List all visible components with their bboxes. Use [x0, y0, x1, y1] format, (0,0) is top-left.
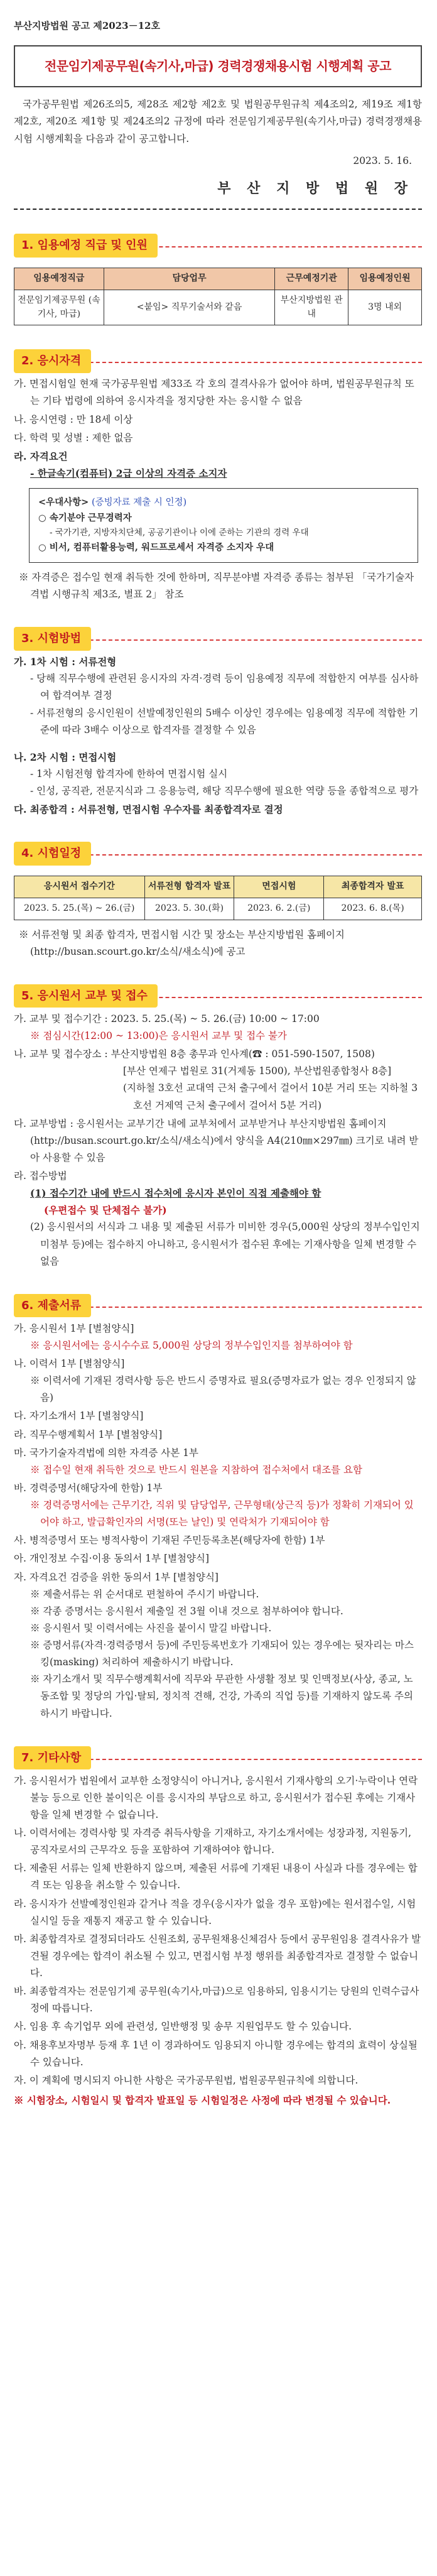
application-note: ※ 점심시간(12:00 ~ 13:00)은 응시원서 교부 및 접수 불가	[30, 1030, 287, 1042]
section-6-header	[14, 1294, 422, 1319]
document-item: 마. 국가기술자격법에 의한 자격증 사본 1부	[14, 1447, 198, 1459]
section-3-header	[14, 627, 422, 652]
table-cell: 2023. 5. 25.(목) ~ 26.(금)	[14, 898, 145, 920]
section-4-header	[14, 842, 422, 867]
section-7-header	[14, 1746, 422, 1771]
section-1-title: 1. 임용예정 직급 및 인원	[14, 234, 158, 258]
preference-title: <우대사항>	[38, 497, 89, 508]
section-1-header	[14, 234, 422, 259]
method-subitem: - 당해 직무수행에 관련된 응시자의 자격·경력 등이 임용예정 직무에 적합한지 여부를 심사하여 합격여부 결정	[30, 673, 419, 702]
eligibility-item: 라. 자격요건	[14, 450, 68, 462]
method-item: 다. 최종합격 : 서류전형, 면접시험 우수자를 최종합격자로 결정	[14, 803, 283, 816]
table-header: 임용예정직급	[14, 268, 104, 290]
eligibility-item: 가. 면접시험일 현재 국가공무원법 제33조 각 호의 결격사유가 없어야 하며, 법원공무원규칙 또는 기타 법령에 의하여 응시자격을 정지당한 자는 응시할 수 없음	[14, 378, 414, 407]
final-note: ※ 시험장소, 시험일시 및 합격자 발표일 등 시험일정은 사정에 따라 변경될 수 있습니다.	[14, 2094, 391, 2106]
application-item: 나. 교부 및 접수장소 : 부산지방법원 8층 총무과 인사계(☎ : 051-590-1507, 1508)	[14, 1048, 375, 1060]
position-table	[14, 268, 422, 325]
table-header: 임용예정인원	[348, 268, 422, 290]
method-subitem: - 1차 시험전형 합격자에 한하여 면접시험 실시	[30, 768, 228, 780]
document-item: 다. 자기소개서 1부 [별첨양식]	[14, 1410, 144, 1422]
document-note: ※ 자기소개서 및 직무수행계획서에 직무와 무관한 사생활 정보 및 인맥정보(사상, 종교, 노동조합 및 정당의 가입·탈퇴, 정치적 견해, 건강, 가족의 직업 등)를 기재하지 않도록 주의하시기 바랍니다.	[30, 1673, 413, 1719]
application-item: 다. 교부방법 : 응시원서는 교부기간 내에 교부처에서 교부받거나 부산지방법원 홈페이지(http://busan.scourt.go.kr/소식/새소식)에서 양식을 A4(210㎜×297㎜) 크기로 내려 받아 사용할 수 있음	[14, 1117, 419, 1163]
method-subitem: - 서류전형의 응시인원이 선발예정인원의 5배수 이상인 경우에는 임용예정 직무에 적합한 기준에 따라 3배수 이상으로 합격자를 결정할 수 있음	[30, 707, 419, 736]
intro-paragraph: 국가공무원법 제26조의5, 제28조 제2항 제2호 및 법원공무원규칙 제4조의2, 제19조 제1항 제2호, 제20조 제1항 및 제24조의2 규정에 따라 전문임기제공무원(속기사,마급) 경력경쟁채용시험 시행계획을 다음과 같이 공고합니다.	[14, 99, 422, 144]
application-item: 가. 교부 및 접수기간 : 2023. 5. 25.(목) ~ 5. 26.(금) 10:00 ~ 17:00	[14, 1013, 320, 1024]
table-cell: 2023. 5. 30.(화)	[144, 898, 234, 920]
application-item: 라. 접수방법	[14, 1170, 67, 1182]
schedule-note: ※ 서류전형 및 최종 합격자, 면접시험 시간 및 장소는 부산지방법원 홈페이지(http://busan.scourt.go.kr/소식/새소식)에 공고	[19, 928, 345, 957]
misc-item: 다. 제출된 서류는 일체 반환하지 않으며, 제출된 서류에 기재된 내용이 사실과 다를 경우에는 합격 또는 임용을 취소할 수 있습니다.	[14, 1862, 418, 1891]
misc-item: 아. 채용후보자명부 등재 후 1년 이 경과하여도 임용되지 아니할 경우에는 합격의 효력이 상실될 수 있습니다.	[14, 2039, 418, 2068]
method-item: 나. 2차 시험 : 면접시험	[14, 751, 117, 763]
eligibility-item: 다. 학력 및 성별 : 제한 없음	[14, 432, 133, 443]
document-item: 라. 직무수행계획서 1부 [별첨양식]	[14, 1428, 163, 1440]
document-item: 나. 이력서 1부 [별첨양식]	[14, 1358, 125, 1370]
document-item: 자. 자격요건 검증을 위한 동의서 1부 [별첨양식]	[14, 1571, 218, 1583]
preference-note: (증빙자료 제출 시 인정)	[91, 497, 187, 508]
table-header: 응시원서 접수기간	[14, 876, 145, 898]
application-address: [부산 연제구 법원로 31(거제동 1500), 부산법원종합청사 8층]	[123, 1065, 392, 1077]
table-cell: 부산지방법원 관내	[275, 290, 348, 325]
misc-item: 나. 이력서에는 경력사항 및 자격증 취득사항을 기재하고, 자기소개서에는 성장과정, 지원동기, 공직자로서의 근무각오 등을 포함하여 기재하여야 합니다.	[14, 1827, 412, 1856]
preference-item: ○ 비서, 컴퓨터활용능력, 워드프로세서 자격증 소지자 우대	[38, 542, 274, 553]
qualification-requirement: - 한글속기(컴퓨터) 2급 이상의 자격증 소지자	[30, 467, 227, 479]
table-cell: <붙임> 직무기술서와 같음	[104, 290, 275, 325]
application-directions: (지하철 3호선 교대역 근처 출구에서 걸어서 10분 거리 또는 지하철 3호선 거제역 근처 출구에서 걸어서 5분 거리)	[123, 1082, 418, 1111]
table-header: 근무예정기관	[275, 268, 348, 290]
misc-item: 라. 응시자가 선발예정인원과 같거나 적을 경우(응시자가 없을 경우 포함)에는 원서접수일, 시험실시일 등을 재통지 재공고 할 수 있습니다.	[14, 1898, 416, 1927]
misc-item: 자. 이 계획에 명시되지 아니한 사항은 국가공무원법, 법원공무원규칙에 의합니다.	[14, 2074, 359, 2086]
eligibility-note: ※ 자격증은 접수일 현재 취득한 것에 한하며, 직무분야별 자격증 종류는 첨부된 「국가기술자격법 시행규칙 제3조, 별표 2」 참조	[19, 571, 414, 601]
application-method-2: (2) 응시원서의 서식과 그 내용 및 제출된 서류가 미비한 경우(5,000원 상당의 정부수입인지 미첨부 등)에는 접수하지 아니하고, 응시원서가 접수된 후에는 기재사항을 일체 변경할 수 없음	[30, 1221, 420, 1267]
misc-item: 사. 임용 후 속기업무 외에 관련성, 일반행정 및 송무 지원업무도 할 수 있습니다.	[14, 2021, 352, 2033]
eligibility-item: 나. 응시연령 : 만 18세 이상	[14, 413, 133, 425]
document-item: 바. 경력증명서(해당자에 한함) 1부	[14, 1482, 163, 1494]
document-note: ※ 증명서류(자격·경력증명서 등)에 주민등록번호가 기재되어 있는 경우에는 뒷자리는 마스킹(masking) 처리하여 제출하시기 바랍니다.	[30, 1639, 414, 1668]
document-note: ※ 접수일 현재 취득한 것으로 반드시 원본을 지참하여 접수처에서 대조를 요함	[30, 1464, 362, 1475]
misc-item: 가. 응시원서가 법원에서 교부한 소정양식이 아니거나, 응시원서 기재사항의 오기·누락이나 연락불능 등으로 인한 불이익은 이를 응시자의 부담으로 하고, 응시원서가 접수된 후에는 기재사항을 일체 변경할 수 없습니다.	[14, 1774, 418, 1820]
table-header: 최종합격자 발표	[324, 876, 422, 898]
section-6-title: 6. 제출서류	[14, 1294, 91, 1318]
document-note: ※ 제출서류는 위 순서대로 편철하여 주시기 바랍니다.	[30, 1588, 259, 1600]
document-item: 아. 개인정보 수집·이용 동의서 1부 [별첨양식]	[14, 1553, 209, 1565]
divider	[14, 209, 422, 210]
application-method-1b: (우편접수 및 단체접수 불가)	[44, 1204, 167, 1217]
method-subitem: - 인성, 공직관, 전문지식과 그 응용능력, 해당 직무수행에 필요한 역량 등을 종합적으로 평가	[30, 785, 419, 797]
notice-title: 전문임기제공무원(속기사,마급) 경력경쟁채용시험 시행계획 공고	[14, 45, 422, 87]
method-item: 가. 1차 시험 : 서류전형	[14, 656, 117, 668]
section-2-header	[14, 349, 422, 374]
notice-number: 부산지방법원 공고 제2023－12호	[14, 20, 160, 31]
misc-list	[14, 1773, 422, 2089]
table-header: 담당업무	[104, 268, 275, 290]
document-item: 가. 응시원서 1부 [별첨양식]	[14, 1322, 134, 1334]
notice-date: 2023. 5. 16.	[353, 155, 412, 166]
table-header: 면접시험	[234, 876, 324, 898]
table-header: 서류전형 합격자 발표	[144, 876, 234, 898]
section-5-header	[14, 984, 422, 1009]
section-4-title: 4. 시험일정	[14, 842, 91, 866]
document-note: ※ 응시원서에는 응시수수료 5,000원 상당의 정부수입인지를 첨부하여야 함	[30, 1339, 353, 1351]
table-cell: 2023. 6. 8.(목)	[324, 898, 422, 920]
documents-list	[14, 1320, 422, 1722]
document-note: ※ 이력서에 기재된 경력사항 등은 반드시 증명자료 필요(증명자료가 없는 경우 인정되지 않음)	[30, 1375, 416, 1404]
section-2-title: 2. 응시자격	[14, 349, 91, 373]
misc-item: 바. 최종합격자는 전문임기제 공무원(속기사,마급)으로 임용하되, 임용시기는 당원의 인력수급사정에 따릅니다.	[14, 1986, 419, 2014]
misc-item: 마. 최종합격자로 결정되더라도 신원조회, 공무원채용신체검사 등에서 공무원임용 결격사유가 발견될 경우에는 합격이 취소될 수 있고, 면접시험 부정 행위를 최종합격자로 결정할 수 없습니다.	[14, 1933, 421, 1979]
document-note: ※ 각종 증명서는 응시원서 제출일 전 3월 이내 것으로 첨부하여야 합니다.	[30, 1605, 343, 1617]
application-method-1: (1) 접수기간 내에 반드시 접수처에 응시자 본인이 직접 제출해야 함	[30, 1187, 321, 1200]
table-cell: 3명 내외	[348, 290, 422, 325]
section-7-title: 7. 기타사항	[14, 1746, 91, 1770]
preference-item: ○ 속기분야 근무경력자	[38, 512, 132, 523]
table-cell: 2023. 6. 2.(금)	[234, 898, 324, 920]
table-cell: 전문임기제공무원 (속기사, 마급)	[14, 290, 104, 325]
document-note: ※ 경력증명서에는 근무기간, 직위 및 담당업무, 근무형태(상근직 등)가 정확히 기재되어 있어야 하고, 발급확인자의 서명(또는 날인) 및 연락처가 기재되어야 함	[30, 1499, 414, 1528]
document-item: 사. 병적증명서 또는 병적사항이 기재된 주민등록초본(해당자에 한함) 1부	[14, 1535, 325, 1546]
schedule-table	[14, 876, 422, 920]
preference-subitem: - 국가기관, 지방자치단체, 공공기관이나 이에 준하는 기관의 경력 우대	[50, 528, 309, 538]
document-note: ※ 응시원서 및 이력서에는 사진을 붙이시 말길 바랍니다.	[30, 1622, 272, 1634]
section-5-title: 5. 응시원서 교부 및 접수	[14, 984, 158, 1008]
preference-box	[29, 488, 418, 563]
issuer-name: 부 산 지 방 법 원 장	[217, 180, 413, 197]
section-3-title: 3. 시험방법	[14, 627, 91, 651]
